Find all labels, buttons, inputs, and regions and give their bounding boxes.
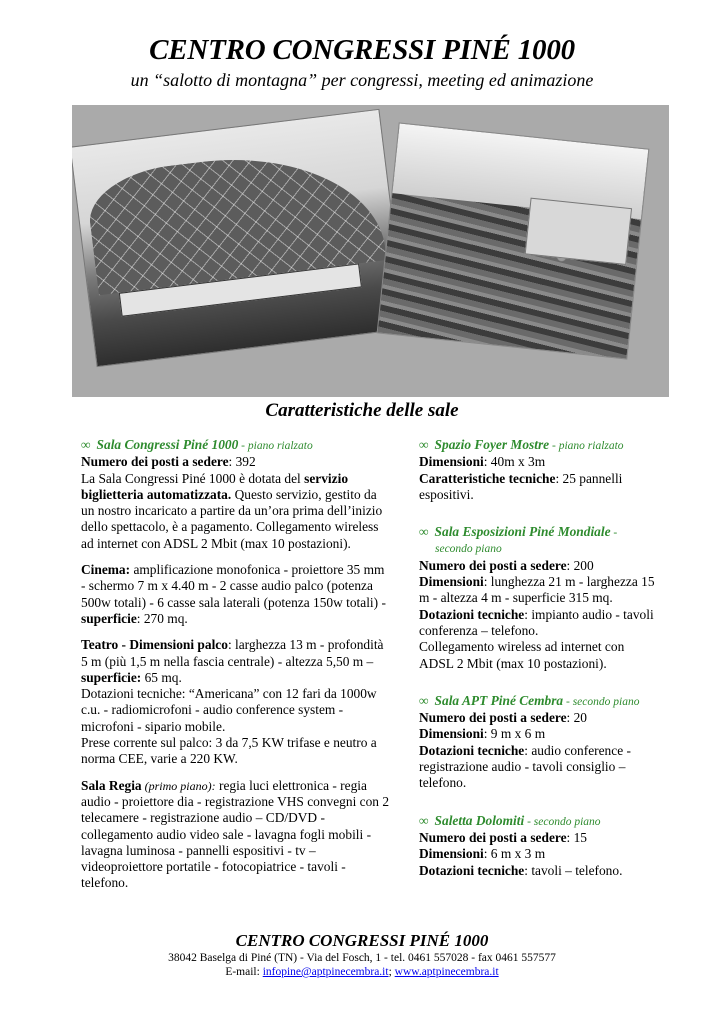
sala-congressi-heading: ∞ Sala Congressi Piné 1000 - piano rialzato xyxy=(81,437,313,452)
infinity-bullet-icon: ∞ xyxy=(419,524,429,540)
left-column xyxy=(81,437,391,902)
foyer-block: ∞ Spazio Foyer Mostre - piano rialzato Dimensioni: 40m x 3m Caratteristiche tecniche: 25 pannelli espositivi. xyxy=(419,437,659,503)
infinity-bullet-icon: ∞ xyxy=(419,437,429,452)
section-title: Caratteristiche delle sale xyxy=(265,400,459,421)
hall-stage xyxy=(525,198,632,265)
infinity-bullet-icon: ∞ xyxy=(81,437,91,452)
photo-collage xyxy=(72,105,669,397)
right-column xyxy=(419,437,659,900)
esposizioni-heading: ∞ Sala Esposizioni Piné Mondiale - secondo piano xyxy=(419,524,618,556)
hall-ceiling xyxy=(392,124,648,220)
footer-contacts: E-mail: infopine@aptpinecembra.it; www.aptpinecembra.it xyxy=(225,966,499,978)
email-link[interactable]: infopine@aptpinecembra.it xyxy=(262,966,389,978)
infinity-bullet-icon: ∞ xyxy=(419,692,429,708)
teatro-equipment: Dotazioni tecniche: “Americana” con 12 fari da 1000w c.u. - radiomicrofoni - audio conference system - microfoni - sipario mobile. xyxy=(81,686,377,734)
website-link[interactable]: www.aptpinecembra.it xyxy=(394,966,499,978)
teatro-block: Teatro - Dimensioni palco: larghezza 13 m - profondità 5 m (più 1,5 m nella fascia centrale) - altezza 5,50 m – superficie: 65 mq. Dotazioni tecniche: “Americana” con 12 fari da 1000w c.u. - radiomicrofoni - audio conference system - microfoni - sipario mobile. Prese corrente sul palco: 3 da 7,5 KW trifase e neutro a norma CEE, varie a 220 KW. xyxy=(81,637,391,767)
building-exterior-photo xyxy=(72,109,406,367)
apt-heading: ∞ Sala APT Piné Cembra - secondo piano xyxy=(419,692,640,708)
congress-hall-photo xyxy=(377,122,650,359)
footer-address: 38042 Baselga di Piné (TN) - Via del Fosch, 1 - tel. 0461 557028 - fax 0461 557577 xyxy=(168,952,556,964)
esposizioni-block: ∞ Sala Esposizioni Piné Mondiale - secondo piano Numero dei posti a sedere: 200 Dimensioni: lunghezza 21 m - larghezza 15 m - altezza 4 m - superficie 315 mq. Dotazioni tecniche: impianto audio - tavoli conferenza – telefono. Collegamento wireless ad internet con ADSL 2 Mbit (max 10 postazioni). xyxy=(419,524,659,672)
dolomiti-block: ∞ Saletta Dolomiti - secondo piano Numero dei posti a sedere: 15 Dimensioni: 6 m x 3 m Dotazioni tecniche: tavoli – telefono. xyxy=(419,813,659,879)
sala-congressi-seats: Numero dei posti a sedere: 392 xyxy=(81,454,256,470)
foyer-heading: ∞ Spazio Foyer Mostre - piano rialzato xyxy=(419,437,624,452)
dolomiti-heading: ∞ Saletta Dolomiti - secondo piano xyxy=(419,812,601,828)
document-subtitle: un “salotto di montagna” per congressi, meeting ed animazione xyxy=(130,70,594,90)
sala-congressi-description: La Sala Congressi Piné 1000 è dotata del servizio biglietteria automatizzata. Questo servizio, gestito da un nostro incaricato a partire da un’ora prima dell’inizio dello spettacolo, è a pagamento. Collegamento wireless ad internet con ADSL 2 Mbit (max 10 postazioni). xyxy=(81,470,383,551)
sala-congressi-block xyxy=(81,437,391,552)
infinity-bullet-icon: ∞ xyxy=(419,812,429,828)
apt-block: ∞ Sala APT Piné Cembra - secondo piano Numero dei posti a sedere: 20 Dimensioni: 9 m x 6 m Dotazioni tecniche: audio conference - registrazione audio - tavoli consiglio – telefono. xyxy=(419,693,659,792)
footer-title: CENTRO CONGRESSI PINÉ 1000 xyxy=(235,931,489,950)
teatro-power: Prese corrente sul palco: 3 da 7,5 KW trifase e neutro a norma CEE, varie a 220 KW. xyxy=(81,735,377,767)
sala-regia-block: Sala Regia (primo piano): regia luci elettronica - regia audio - proiettore dia - registrazione VHS convegni con 2 telecamere - registrazione audio – CD/DVD - collegamento audio video sale - lavagna fogli mobili - lavagna luminosa - pannelli espositivi - tv – videoproiettore portatile - fotocopiatrice - tavoli - telefono. xyxy=(81,777,390,891)
document-title: CENTRO CONGRESSI PINÉ 1000 xyxy=(149,34,575,66)
cinema-block: Cinema: amplificazione monofonica - proiettore 35 mm - schermo 7 m x 4.40 m - 2 casse audio palco (potenza 500w totali) - 6 casse sala laterali (potenza 150w totali) - superficie: 270 mq. xyxy=(81,562,386,626)
